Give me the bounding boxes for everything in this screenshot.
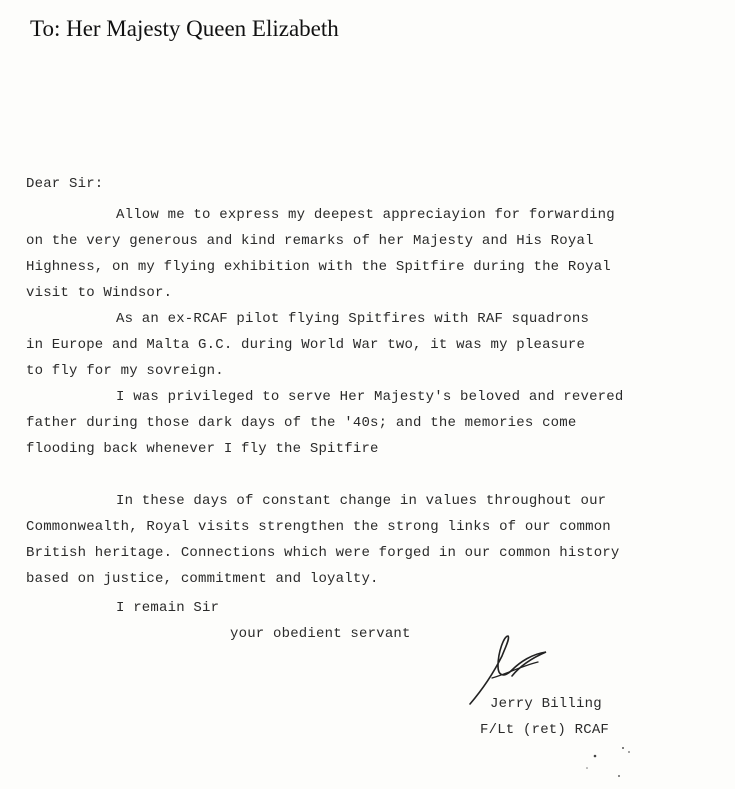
paragraph-1-line: on the very generous and kind remarks of her Majesty and His Royal [26,233,594,249]
paper-specks [575,740,635,785]
paragraph-1-line: visit to Windsor. [26,285,173,301]
closing: I remain Sir [116,600,220,616]
salutation: Dear Sir: [26,176,104,192]
paragraph-3-line: father during those dark days of the '40s; and the memories come [26,415,577,431]
paragraph-1-line: Highness, on my flying exhibition with the Spitfire during the Royal [26,259,611,275]
paragraph-2-line: to fly for my sovreign. [26,363,224,379]
paragraph-4-line: Commonwealth, Royal visits strengthen the strong links of our common [26,519,611,535]
paragraph-1-line: Allow me to express my deepest appreciayion for forwarding [116,207,615,223]
signature-rank: F/Lt (ret) RCAF [480,722,610,738]
letter-header: To: Her Majesty Queen Elizabeth [30,16,339,41]
signature-name: Jerry Billing [490,696,602,712]
paragraph-3-line: I was privileged to serve Her Majesty's beloved and revered [116,389,624,405]
paragraph-2 [26,306,589,384]
paragraph-4 [26,488,620,592]
paragraph-4-line: based on justice, commitment and loyalty. [26,571,379,587]
paragraph-2-line: in Europe and Malta G.C. during World War two, it was my pleasure [26,337,586,353]
paragraph-3-line: flooding back whenever I fly the Spitfire [26,441,379,457]
paragraph-3 [26,384,623,462]
paragraph-4-line: In these days of constant change in values throughout our [116,493,607,509]
paragraph-4-line: British heritage. Connections which were forged in our common history [26,545,620,561]
paragraph-2-line: As an ex-RCAF pilot flying Spitfires with RAF squadrons [116,311,590,327]
closing-line-2: your obedient servant [230,626,411,642]
paragraph-1 [26,202,615,306]
